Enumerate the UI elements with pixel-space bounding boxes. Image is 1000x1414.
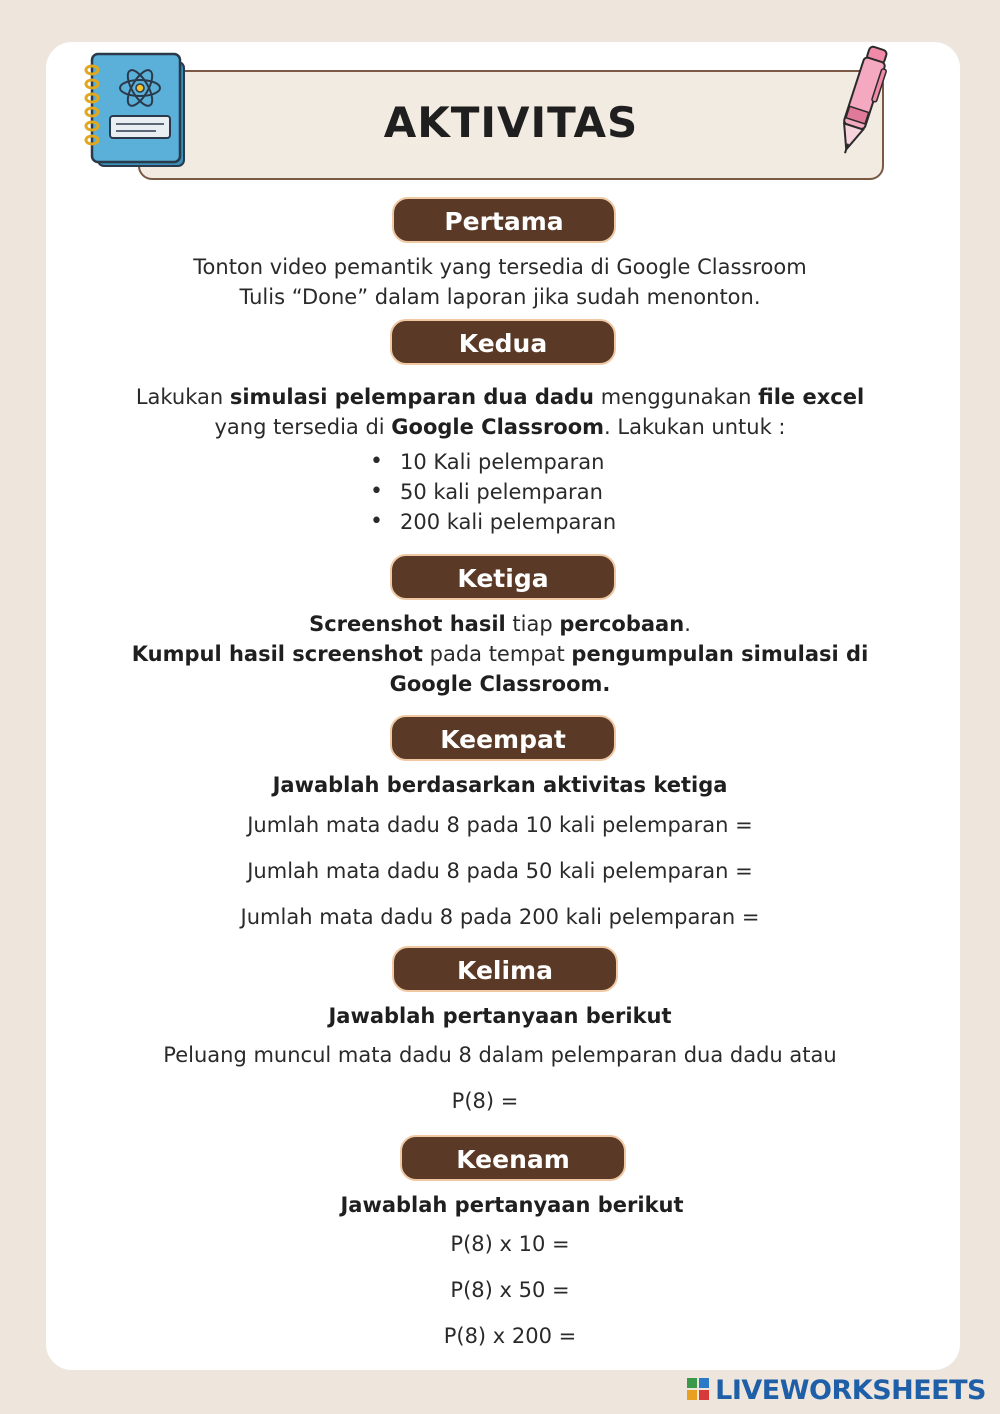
kelima-question-1: Peluang muncul mata dadu 8 dalam pelemparan dua dadu atau bbox=[163, 1043, 837, 1067]
kedua-bullet-list bbox=[360, 447, 616, 537]
list-item: • 50 kali pelemparan bbox=[370, 479, 603, 504]
ketiga-line-3: Google Classroom. bbox=[389, 672, 611, 696]
page-title: AKTIVITAS bbox=[383, 98, 639, 147]
section-kedua-label: Kedua bbox=[390, 319, 616, 365]
liveworksheets-brand[interactable] bbox=[687, 1374, 986, 1406]
keenam-question-3: P(8) x 200 = bbox=[443, 1324, 577, 1348]
liveworksheets-logo-icon bbox=[687, 1378, 709, 1402]
section-keempat-label: Keempat bbox=[390, 715, 616, 761]
section-keenam-label: Keenam bbox=[400, 1135, 626, 1181]
pertama-line-1: Tonton video pemantik yang tersedia di Google Classroom bbox=[193, 255, 807, 279]
brand-name: LIVEWORKSHEETS bbox=[715, 1374, 986, 1406]
keempat-heading: Jawablah berdasarkan aktivitas ketiga bbox=[272, 773, 728, 797]
kedua-line-2: yang tersedia di Google Classroom. Lakukan untuk : bbox=[214, 415, 786, 439]
notebook-icon bbox=[84, 48, 188, 172]
ketiga-line-2: Kumpul hasil screenshot pada tempat pengumpulan simulasi di bbox=[131, 642, 869, 666]
keenam-heading: Jawablah pertanyaan berikut bbox=[340, 1193, 684, 1217]
section-kelima-label: Kelima bbox=[392, 946, 618, 992]
keempat-question-1: Jumlah mata dadu 8 pada 10 kali pelemparan = bbox=[247, 813, 753, 837]
keenam-question-2: P(8) x 50 = bbox=[450, 1278, 570, 1302]
ketiga-line-1: Screenshot hasil tiap percobaan. bbox=[309, 612, 691, 636]
kedua-line-1: Lakukan simulasi pelemparan dua dadu menggunakan file excel bbox=[135, 385, 865, 409]
section-pertama-label: Pertama bbox=[392, 197, 616, 243]
list-item: • 10 Kali pelemparan bbox=[370, 449, 605, 474]
kelima-question-2: P(8) = bbox=[451, 1089, 519, 1113]
pertama-line-2: Tulis “Done” dalam laporan jika sudah menonton. bbox=[239, 285, 761, 309]
pen-icon bbox=[832, 40, 892, 168]
keempat-question-3: Jumlah mata dadu 8 pada 200 kali pelemparan = bbox=[240, 905, 760, 929]
section-ketiga-label: Ketiga bbox=[390, 554, 616, 600]
list-item: • 200 kali pelemparan bbox=[370, 509, 617, 534]
keenam-question-1: P(8) x 10 = bbox=[450, 1232, 570, 1256]
kelima-heading: Jawablah pertanyaan berikut bbox=[328, 1004, 672, 1028]
keempat-question-2: Jumlah mata dadu 8 pada 50 kali pelemparan = bbox=[247, 859, 753, 883]
